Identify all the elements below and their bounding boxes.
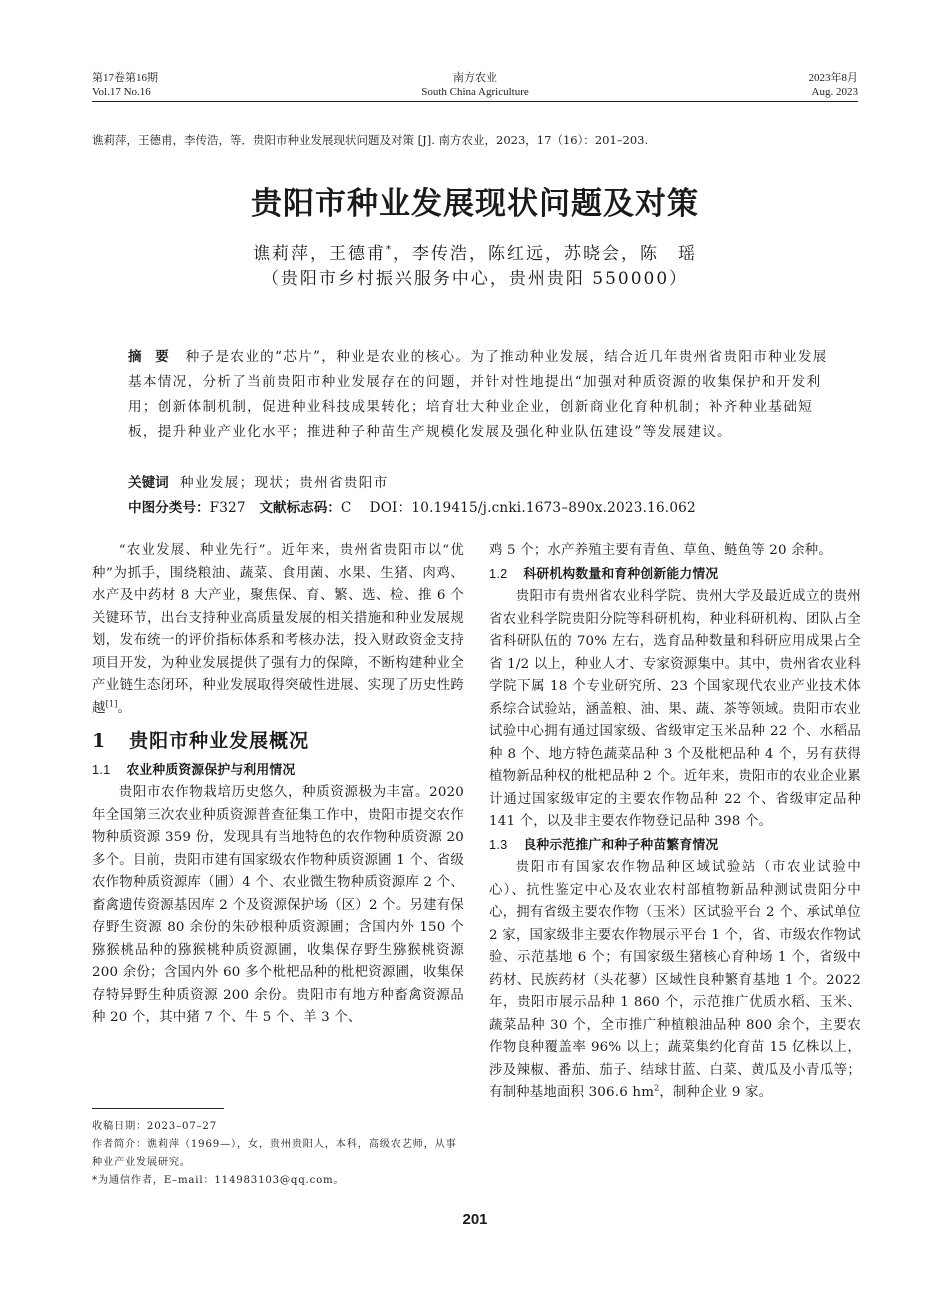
- section-1-2-heading: [489, 563, 861, 587]
- header-journal: [0, 71, 950, 99]
- section-1-3-number: 1.3: [489, 836, 508, 852]
- footnote-rule: [92, 1108, 224, 1109]
- section-1-heading: [92, 730, 464, 753]
- header-date: [809, 71, 859, 99]
- section-1-3-title: 良种示范推广和种子种苗繁育情况: [523, 837, 719, 853]
- corresponding-author: *为通信作者，E–mail：114983103@qq.com。: [92, 1175, 345, 1186]
- header-date-en: Aug. 2023: [811, 86, 858, 98]
- footnotes: [92, 1118, 464, 1190]
- citation: 谯莉萍，王德甫，李传浩，等．贵阳市种业发展现状问题及对策 [J]. 南方农业，2023，17（16）：201–203.: [92, 133, 649, 147]
- abstract-label: 摘 要: [128, 349, 169, 365]
- intro-end: 。: [117, 700, 132, 716]
- clc-label: 中图分类号：: [128, 500, 210, 516]
- section-1-number: 1: [92, 730, 107, 752]
- header-date-cn: 2023年8月: [808, 72, 858, 84]
- affiliation: （贵阳市乡村振兴服务中心，贵州贵阳 550000）: [261, 269, 689, 289]
- doc-code-label: 文献标志码：: [259, 500, 341, 516]
- doc-code: C: [340, 500, 352, 516]
- abstract: [128, 345, 834, 445]
- section-1-2-title: 科研机构数量和育种创新能力情况: [523, 566, 719, 582]
- page-number: 201: [462, 1211, 488, 1228]
- section-1-1-number: 1.1: [92, 761, 111, 777]
- section-1-3-end: ，制种企业 9 家。: [659, 1085, 773, 1100]
- header-rule: [92, 101, 858, 102]
- section-1-3-text: 贵阳市有国家农作物品种区域试验站（市农业试验中心）、抗性鉴定中心及农业农村部植物新品种测试贵阳分中心，拥有省级主要农作物（玉米）区试验平台 2 个、承试单位 2 家，国家级非主要农作物展示平台 1 个，省、市级农作物试验、示范基地 6 个；有国家级生猪核心育种场 1 个，省级中药材、民族药材（头花蓼）区域性良种繁育基地 1 个。2022 年，贵阳市展示品种 1 860 个，示范推广优质水稻、玉米、蔬菜品种 30 个，全市推广种植粮油品种 800 余个，主要农作物良种覆盖率 96% 以上；蔬菜集约化育苗 15 亿株以上，涉及辣椒、番茄、茄子、结球甘蓝、白菜、黄瓜及小青瓜等；有制种基地面积 306.6 hm: [489, 860, 861, 1100]
- doi-label: DOI：: [369, 500, 412, 516]
- section-1-1-heading: [92, 759, 464, 783]
- corresponding-mark: *: [386, 244, 393, 256]
- body-left-column: [92, 540, 464, 1030]
- header-volume-cn: 第17卷第16期: [92, 72, 158, 84]
- clc-code: F327: [209, 500, 246, 516]
- intro-reference: [1]: [105, 699, 118, 709]
- author-list: [0, 239, 950, 264]
- doi: 10.19415/j.cnki.1673–890x.2023.16.062: [411, 500, 696, 516]
- intro-text: “农业发展、种业先行”。近年来，贵州省贵阳市以“优种”为抓手，围绕粮油、蔬菜、食用菌、水果、生猪、肉鸡、水产及中药材 8 大产业，聚焦保、育、繁、选、检、推 6 个关键环节，出台支持种业高质量发展的相关措施和种业发展规划，发布统一的评价指标体系和考核办法，投入财政资金支持项目开发，为种业发展提供了强有力的保障，不断构建种业全产业链生态闭环，种业发展取得突破性进展、实现了历史性跨越: [92, 543, 464, 716]
- section-1-3-paragraph: [489, 857, 861, 1105]
- authors-first: 谯莉萍，王德甫: [253, 244, 386, 264]
- author-bio: 作者简介：谯莉萍（1969—），女，贵州贵阳人，本科，高级农艺师，从事种业产业发展研究。: [92, 1139, 457, 1168]
- area-unit-superscript: 2: [654, 1083, 660, 1093]
- section-1-2-paragraph: 贵阳市有贵州省农业科学院、贵州大学及最近成立的贵州省农业科学院贵阳分院等科研机构，种业科研机构、团队占全省科研队伍的 70% 左右，选育品种数量和科研应用成果占全省 1/2 以上，种业人才、专家资源集中。其中，贵州省农业科学院下属 18 个专业研究所、23 个国家现代农业产业技术体系综合试验站，涵盖粮、油、果、蔬、茶等领域。贵阳市农业试验中心拥有通过国家级、省级审定玉米品种 22 个、水稻品种 8 个、地方特色蔬菜品种 3 个及枇杷品种 4 个，另有获得植物新品种权的枇杷品种 2 个。近年来，贵阳市的农业企业累计通过国家级审定的主要农作物品种 22 个、省级审定品种 141 个，以及非主要农作物登记品种 398 个。: [489, 589, 861, 829]
- section-1-1-continued: 鸡 5 个；水产养殖主要有青鱼、草鱼、鲢鱼等 20 余种。: [489, 543, 832, 558]
- section-1-3-heading: [489, 834, 861, 858]
- section-1-1-paragraph: 贵阳市农作物栽培历史悠久，种质资源极为丰富。2020 年全国第三次农业种质资源普查征集工作中，贵阳市提交农作物种质资源 359 份，发现具有当地特色的农作物种质资源 20 多个。目前，贵阳市建有国家级农作物种质资源圃 1 个、省级农作物种质资源库（圃）4 个、农业微生物种质资源库 2 个、畜禽遗传资源基因库 2 个及资源保护场（区）2 个。另建有保存野生资源 80 余份的朱砂根种质资源圃；含国内外 150 个猕猴桃品种的猕猴桃种质资源圃，收集保存野生猕猴桃资源 200 余份；含国内外 60 多个枇杷品种的枇杷资源圃，收集保存特异野生种质资源 200 余份。贵阳市有地方种畜禽资源品种 20 个，其中猪 7 个、牛 5 个、羊 3 个、: [92, 785, 464, 1025]
- abstract-text: 种子是农业的“芯片”，种业是农业的核心。为了推动种业发展，结合近几年贵州省贵阳市种业发展基本情况，分析了当前贵阳市种业发展存在的问题，并针对性地提出“加强对种质资源的收集保护和开发利用；创新体制机制，促进种业科技成果转化；培育壮大种业企业，创新商业化育种机制；补齐种业基础短板，提升种业产业化水平；推进种子种苗生产规模化发展及强化种业队伍建设”等发展建议。: [128, 349, 828, 440]
- keywords: [128, 471, 834, 496]
- body-right-column: [489, 540, 861, 1105]
- authors-rest: ，李传浩，陈红远，苏晓会，陈 瑶: [393, 244, 697, 264]
- section-1-2-number: 1.2: [489, 565, 508, 581]
- header-journal-cn: 南方农业: [453, 72, 497, 84]
- keywords-text: 种业发展；现状；贵州省贵阳市: [180, 475, 389, 491]
- received-date: 收稿日期：2023–07–27: [92, 1121, 217, 1132]
- page-title: 贵阳市种业发展现状问题及对策: [251, 186, 699, 222]
- header-volume-en: Vol.17 No.16: [92, 86, 151, 98]
- intro-paragraph: [92, 540, 464, 720]
- section-1-1-title: 农业种质资源保护与利用情况: [126, 762, 296, 778]
- section-1-title: 贵阳市种业发展概况: [129, 730, 310, 752]
- keywords-label: 关键词: [128, 475, 169, 491]
- classification: [128, 496, 834, 521]
- header-journal-en: South China Agriculture: [421, 86, 529, 98]
